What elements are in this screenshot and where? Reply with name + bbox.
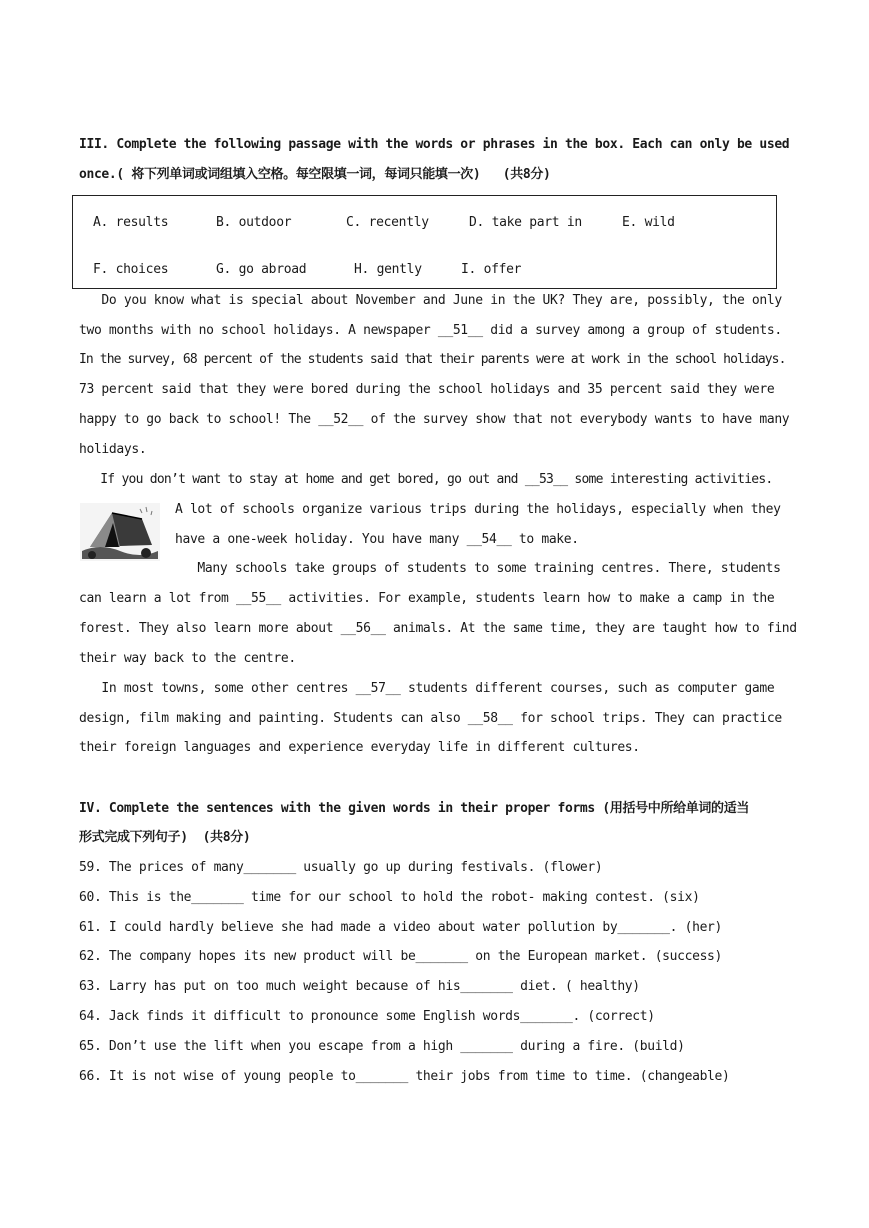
- passage-line: 73 percent said that they were bored during the school holidays and 35 percent said they were: [79, 382, 775, 397]
- option-f: F. choices: [93, 262, 169, 277]
- option-h: H. gently: [354, 262, 422, 277]
- passage-line: Many schools take groups of students to some training centres. There, students: [175, 561, 781, 576]
- tent-illustration: [80, 503, 160, 561]
- question-59: 59. The prices of many_______ usually go up during festivals. (flower): [79, 860, 603, 875]
- passage-line: two months with no school holidays. A newspaper __51__ did a survey among a group of students.: [79, 323, 782, 338]
- passage-line: holidays.: [79, 442, 147, 457]
- passage-line: In most towns, some other centres __57__ students different courses, such as computer game: [79, 681, 775, 696]
- section4-title-line1: IV. Complete the sentences with the given words in their proper forms (用括号中所给单词的适当: [79, 801, 749, 816]
- option-i: I. offer: [461, 262, 522, 277]
- option-c: C. recently: [346, 215, 429, 230]
- section3-title-line1: III. Complete the following passage with the words or phrases in the box. Each can only be used: [79, 137, 790, 152]
- option-a: A. results: [93, 215, 169, 230]
- option-b: B. outdoor: [216, 215, 292, 230]
- question-63: 63. Larry has put on too much weight because of his_______ diet. ( healthy): [79, 979, 640, 994]
- passage-line: can learn a lot from __55__ activities. For example, students learn how to make a camp in the: [79, 591, 775, 606]
- section4-title-line2: 形式完成下列句子) (共8分): [79, 830, 251, 845]
- passage-line: their foreign languages and experience everyday life in different cultures.: [79, 740, 640, 755]
- option-g: G. go abroad: [216, 262, 307, 277]
- passage-line: design, film making and painting. Students can also __58__ for school trips. They can practice: [79, 711, 782, 726]
- question-60: 60. This is the_______ time for our school to hold the robot- making contest. (six): [79, 890, 700, 905]
- section3-title-line2: once.( 将下列单词或词组填入空格。每空限填一词，每词只能填一次) (共8分): [79, 167, 551, 182]
- passage-line: In the survey, 68 percent of the students said that their parents were at work in the school holidays.: [79, 352, 786, 367]
- passage-line: have a one-week holiday. You have many __54__ to make.: [175, 532, 579, 547]
- passage-line: Do you know what is special about November and June in the UK? They are, possibly, the only: [79, 293, 782, 308]
- passage-line: A lot of schools organize various trips during the holidays, especially when they: [175, 502, 781, 517]
- question-61: 61. I could hardly believe she had made a video about water pollution by_______. (her): [79, 920, 722, 935]
- question-66: 66. It is not wise of young people to_______ their jobs from time to time. (changeable): [79, 1069, 730, 1084]
- option-e: E. wild: [622, 215, 675, 230]
- passage-line: happy to go back to school! The __52__ of the survey show that not everybody wants to have many: [79, 412, 790, 427]
- question-62: 62. The company hopes its new product will be_______ on the European market. (success): [79, 949, 722, 964]
- question-64: 64. Jack finds it difficult to pronounce some English words_______. (correct): [79, 1009, 655, 1024]
- question-65: 65. Don’t use the lift when you escape from a high _______ during a fire. (build): [79, 1039, 685, 1054]
- passage-line: forest. They also learn more about __56__ animals. At the same time, they are taught how to find: [79, 621, 797, 636]
- word-box: [72, 195, 777, 289]
- passage-line: If you don’t want to stay at home and get bored, go out and __53__ some interesting activities.: [79, 472, 773, 487]
- passage-line: their way back to the centre.: [79, 651, 296, 666]
- option-d: D. take part in: [469, 215, 582, 230]
